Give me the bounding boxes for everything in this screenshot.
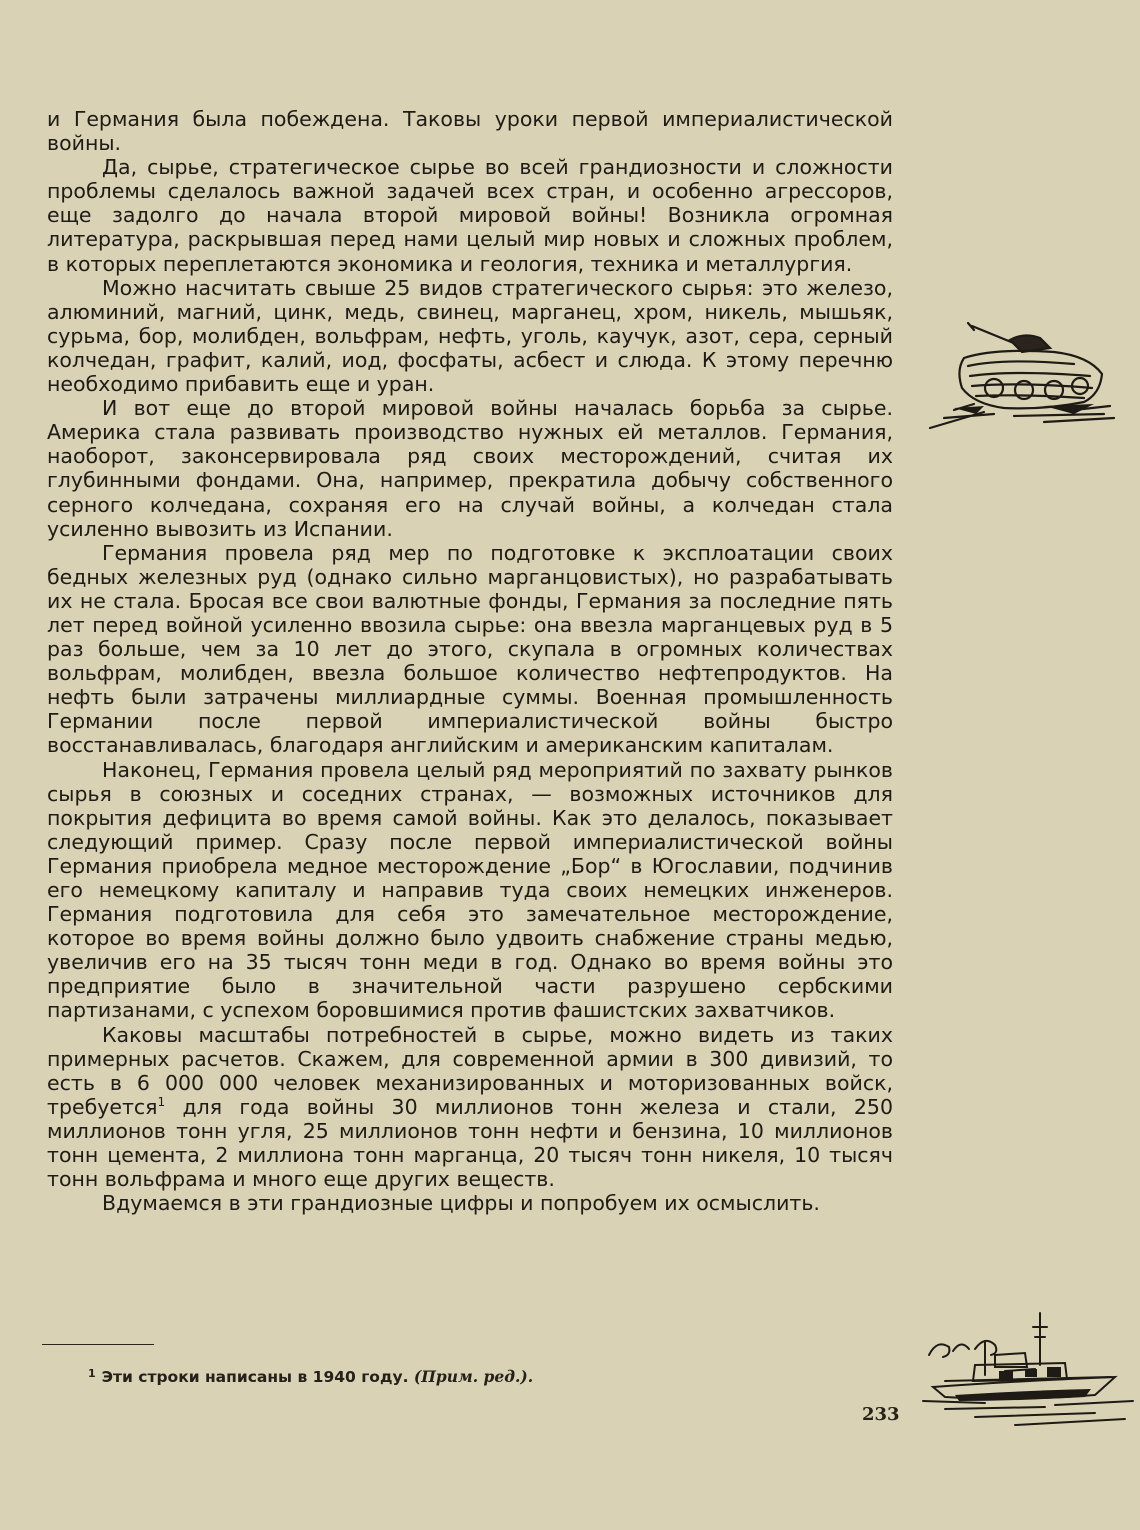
paragraph-6: Наконец, Германия провела целый ряд мероприятий по захвату рынков сырья в союзных и соседних странах, — возможных источников для покрытия дефицита во время самой войны. Как это делалось, показывает следующий пример. Сразу после первой империалистической войны Германия приобрела медное месторождение „Бор“ в Югославии, подчинив его немецкому капиталу и направив туда своих немецких инженеров. Германия подготовила для себя это замечательное месторождение, которое во время войны должно было удвоить снабжение страны медью, увеличив его на 35 тысяч тонн меди в год. Однако во время войны это предприятие было в значительной части разрушено сербскими партизанами, с успехом боровшимися против фашистских захватчиков. <box>47 757 893 1023</box>
warship-drawing <box>915 1305 1140 1445</box>
main-text <box>47 107 893 1215</box>
paragraph-1: и Германия была побеждена. Таковы уроки первой империалистической войны. <box>47 107 893 156</box>
tank-drawing <box>924 318 1120 436</box>
paragraph-5: Германия провела ряд мер по подготовке к эксплоатации своих бедных железных руд (однако сильно марганцовистых), но разрабатывать их не стала. Бросая все свои валютные фонды, Германия за последние пять лет перед войной усиленно ввозила сырье: она ввезла марганцевых руд в 5 раз больше, чем за 10 лет до этого, скупала в огромных количествах вольфрам, молибден, ввезла большое количество нефтепродуктов. На нефть были затрачены миллиардные суммы. Военная промышленность Германии после первой империалистической войны быстро восстанавливалась, благодаря английским и американским капиталам. <box>47 540 893 758</box>
footnote <box>88 1367 533 1386</box>
page-number: 233 <box>862 1404 900 1425</box>
paragraph-7-part-2: для года войны 30 миллионов тонн железа и стали, 250 миллионов тонн угля, 25 миллионов тонн нефти и бензина, 10 миллионов тонн цемента, 2 миллиона тонн марганца, 20 тысяч тонн никеля, 10 тысяч тонн вольфрама и много еще других веществ. <box>47 1094 893 1192</box>
paragraph-3: Можно насчитать свыше 25 видов стратегического сырья: это железо, алюминий, магний, цинк, медь, свинец, марганец, хром, никель, мышьяк, сурьма, бор, молибден, вольфрам, нефть, уголь, каучук, азот, сера, серный колчедан, графит, калий, иод, фосфаты, асбест и слюда. К этому перечню необходимо прибавить еще и уран. <box>47 275 893 397</box>
footnote-number: 1 <box>88 1367 96 1380</box>
footnote-divider <box>42 1344 154 1345</box>
paragraph-2: Да, сырье, стратегическое сырье во всей грандиозности и сложности проблемы сделалось важной задачей всех стран, и особенно агрессоров, еще задолго до начала второй мировой войны! Возникла огромная литература, раскрывшая перед нами целый мир новых и сложных проблем, в которых переплетаются экономика и геология, техника и металлургия. <box>47 155 893 276</box>
paragraph-4: И вот еще до второй мировой войны началась борьба за сырье. Америка стала развивать производство нужных ей металлов. Германия, наоборот, законсервировала ряд своих месторождений, считая их глубинными фондами. Она, например, прекратила добычу собственного серного колчедана, сохраняя его на случай войны, а колчедан стала усиленно вывозить из Испании. <box>47 396 893 541</box>
footnote-editor-note: (Прим. ред.). <box>413 1367 534 1386</box>
paragraph-8: Вдумаемся в эти грандиозные цифры и попробуем их осмыслить. <box>102 1191 820 1216</box>
footnote-reference: 1 <box>157 1095 166 1110</box>
paragraph-7 <box>47 1023 893 1192</box>
paragraph-7-part-1: Каковы масштабы потребностей в сырье, можно видеть из таких примерных расчетов. Скажем, для современной армии в 300 дивизий, то есть в 6 000 000 человек механизированных и моторизованных войск, требуется <box>47 1022 893 1119</box>
footnote-text: Эти строки написаны в 1940 году. <box>101 1368 409 1386</box>
